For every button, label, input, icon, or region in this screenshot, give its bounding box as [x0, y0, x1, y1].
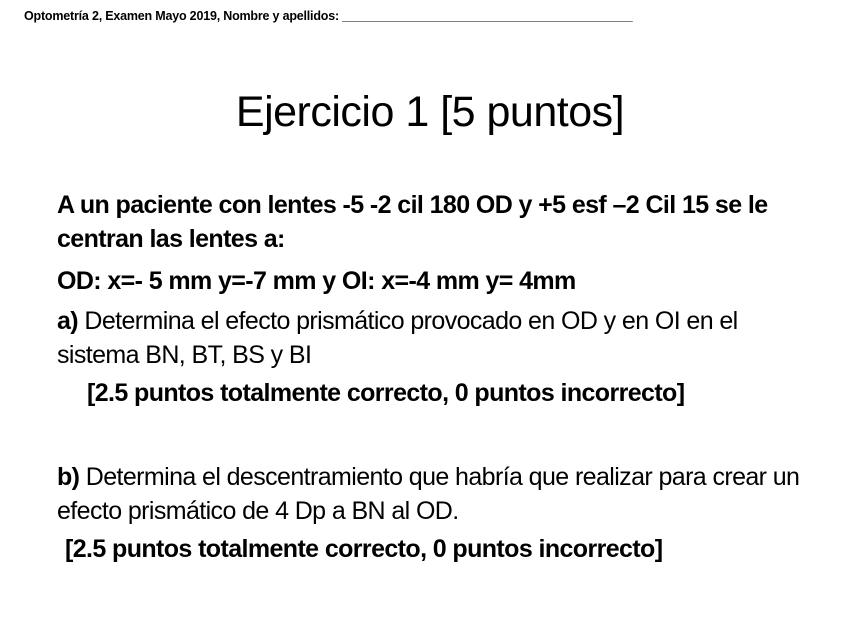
part-b-text: Determina el descentramiento que habría que realizar para crear un efecto prismático de 4 Dp a BN al OD. — [57, 463, 800, 525]
part-b — [57, 460, 817, 528]
exercise-title: Ejercicio 1 [5 puntos] — [235, 88, 625, 136]
part-a — [57, 304, 817, 372]
part-b-points: [2.5 puntos totalmente correcto, 0 puntos incorrecto] — [65, 535, 663, 563]
part-a-label: a) — [57, 307, 79, 335]
problem-coordinates: OD: x=- 5 mm y=-7 mm y OI: x=-4 mm y= 4mm — [57, 267, 576, 295]
problem-statement: A un paciente con lentes -5 -2 cil 180 OD y +5 esf –2 Cil 15 se le centran las lentes a: — [57, 191, 768, 253]
part-a-points: [2.5 puntos totalmente correcto, 0 puntos incorrecto] — [87, 379, 685, 407]
part-b-label: b) — [57, 463, 80, 491]
part-a-text: Determina el efecto prismático provocado en OD y en OI en el sistema BN, BT, BS y BI — [57, 307, 738, 369]
exercise-content — [57, 188, 817, 566]
exam-header: Optometría 2, Examen Mayo 2019, Nombre y apellidos: ___________________________________________ — [24, 9, 633, 23]
